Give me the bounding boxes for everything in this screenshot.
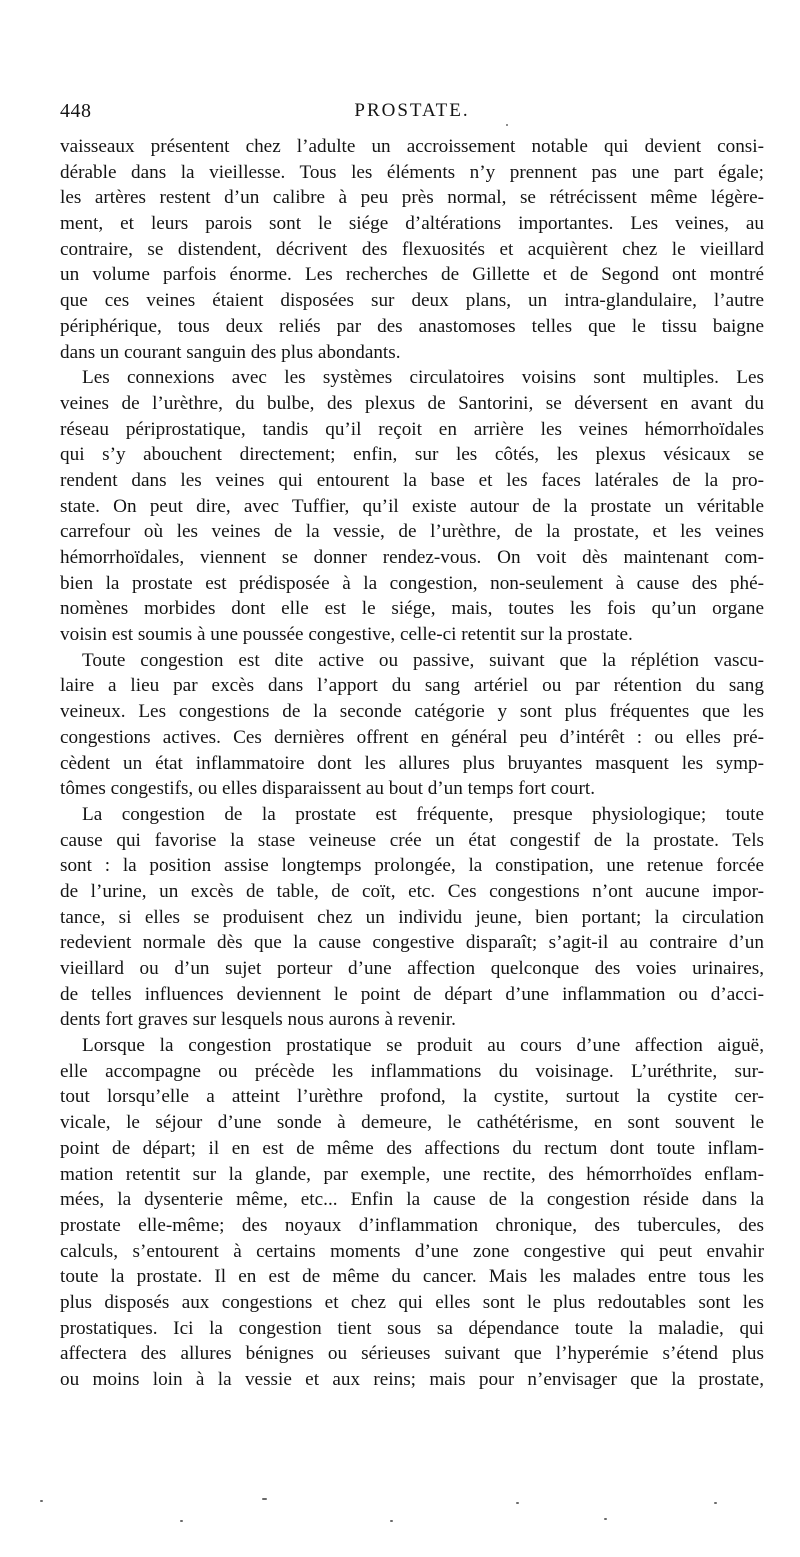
text-line: laire a lieu par excès dans l’apport du sang artériel ou par rétention du sang [60, 675, 764, 697]
text-line: point de départ; il en est de même des affections du rectum dont toute inflam- [60, 1137, 764, 1159]
text-line: ou moins loin à la vessie et aux reins; mais pour n’envisager que la prostate, [60, 1369, 764, 1390]
running-head [60, 100, 764, 130]
paragraph-first-line: Les connexions avec les systèmes circulatoires voisins sont multiples. Les [82, 367, 764, 389]
text-line: réseau périprostatique, tandis qu’il reçoit en arrière les veines hémorrhoïdales [60, 418, 764, 440]
paragraph-first-line: La congestion de la prostate est fréquente, presque physiologique; toute [82, 803, 764, 825]
text-line: calculs, s’entourent à certains moments d’une zone congestive qui peut envahir [60, 1240, 764, 1262]
text-line: nomènes morbides dont elle est le siége, mais, toutes les fois qu’un organe [60, 598, 764, 620]
text-line: périphérique, tous deux reliés par des anastomoses telles que le tissu baigne [60, 315, 764, 337]
scan-speck [40, 1500, 43, 1502]
text-line: de l’urine, un excès de table, de coït, etc. Ces congestions n’ont aucune impor- [60, 880, 764, 902]
text-line: tout lorsqu’elle a atteint l’urèthre profond, la cystite, surtout la cystite cer- [60, 1086, 764, 1108]
text-line: mées, la dysenterie même, etc... Enfin la cause de la congestion réside dans la [60, 1189, 764, 1211]
text-line: mation retentit sur la glande, par exemple, une rectite, des hémorrhoïdes enflam- [60, 1163, 764, 1185]
scan-speck [180, 1520, 183, 1522]
text-line: vicale, le séjour d’une sonde à demeure, le cathétérisme, en sont souvent le [60, 1112, 764, 1134]
scan-speck [516, 1502, 519, 1504]
running-title: PROSTATE. [354, 100, 470, 121]
text-line: un volume parfois énorme. Les recherches de Gillette et de Segond ont montré [60, 264, 764, 286]
paragraph-first-line: Toute congestion est dite active ou passive, suivant que la réplétion vascu- [82, 649, 764, 671]
text-line: vieillard ou d’un sujet porteur d’une affection quelconque des voies urinaires, [60, 958, 764, 979]
text-line: tance, si elles se produisent chez un individu jeune, bien portant; la circulation [60, 906, 764, 928]
text-line: elle accompagne ou précède les inflammations du voisinage. L’uréthrite, sur- [60, 1060, 764, 1082]
text-line: ment, et leurs parois sont le siége d’altérations importantes. Les veines, au [60, 213, 764, 235]
text-line: qui s’y abouchent directement; enfin, sur les côtés, les plexus vésicaux se [60, 444, 764, 466]
text-line: affectera des allures bénignes ou sérieuses suivant que l’hyperémie s’étend plus [60, 1343, 764, 1365]
text-line: carrefour où les veines de la vessie, de l’urèthre, de la prostate, et les veines [60, 521, 764, 543]
text-line: bien la prostate est prédisposée à la congestion, non-seulement à cause des phé- [60, 572, 764, 594]
text-line: sont : la position assise longtemps prolongée, la constipation, une retenue forcée [60, 855, 764, 877]
text-line: vaisseaux présentent chez l’adulte un accroissement notable qui devient consi- [60, 136, 764, 157]
text-line: de telles influences deviennent le point de départ d’une inflammation ou d’acci- [60, 983, 764, 1005]
paragraph-end-line: voisin est soumis à une poussée congestive, celle-ci retentit sur la prostate. [60, 624, 633, 646]
paragraph-end-line: dents fort graves sur lesquels nous aurons à revenir. [60, 1009, 456, 1031]
text-line: dérable dans la vieillesse. Tous les éléments n’y prennent pas une part égale; [60, 161, 764, 183]
scan-speck [714, 1502, 717, 1504]
text-line: veineux. Les congestions de la seconde catégorie y sont plus fréquentes que les [60, 701, 764, 723]
paragraph-first-line: Lorsque la congestion prostatique se produit au cours d’une affection aiguë, [82, 1035, 764, 1057]
text-line: state. On peut dire, avec Tuffier, qu’il existe autour de la prostate un véritable [60, 495, 764, 517]
scan-speck [506, 124, 508, 126]
text-line: hémorrhoïdales, viennent se donner rendez-vous. On voit dès maintenant com- [60, 547, 764, 568]
text-line: rendent dans les veines qui entourent la base et les faces latérales de la pro- [60, 469, 764, 491]
text-line: plus disposés aux congestions et chez qui elles sont le plus redoutables sont les [60, 1291, 764, 1313]
text-line: contraire, se distendent, décrivent des flexuosités et acquièrent chez le vieillard [60, 238, 764, 260]
text-line: que ces veines étaient disposées sur deux plans, un intra-glandulaire, l’autre [60, 290, 764, 312]
page-number: 448 [60, 100, 92, 122]
scan-speck [390, 1520, 393, 1522]
text-line: les artères restent d’un calibre à peu près normal, se rétrécissent même légère- [60, 187, 764, 209]
text-line: congestions actives. Ces dernières offrent en général peu d’intérêt : ou elles pré- [60, 726, 764, 748]
text-line: toute la prostate. Il en est de même du cancer. Mais les malades entre tous les [60, 1266, 764, 1288]
text-line: prostatiques. Ici la congestion tient sous sa dépendance toute la maladie, qui [60, 1317, 764, 1339]
text-line: veines de l’urèthre, du bulbe, des plexus de Santorini, se déversent en avant du [60, 392, 764, 414]
paragraph-end-line: tômes congestifs, ou elles disparaissent au bout d’un temps fort court. [60, 778, 596, 800]
scan-speck [604, 1518, 607, 1520]
text-line: prostate elle-même; des noyaux d’inflammation chronique, des tubercules, des [60, 1214, 764, 1236]
text-line: cèdent un état inflammatoire dont les allures plus bruyantes masquent les symp- [60, 752, 764, 774]
body-text [60, 134, 764, 1393]
text-line: cause qui favorise la stase veineuse crée un état congestif de la prostate. Tels [60, 829, 764, 851]
paragraph-end-line: dans un courant sanguin des plus abondants. [60, 341, 401, 363]
text-line: redevient normale dès que la cause congestive disparaît; s’agit-il au contraire d’un [60, 932, 764, 954]
scan-speck [262, 1498, 267, 1500]
